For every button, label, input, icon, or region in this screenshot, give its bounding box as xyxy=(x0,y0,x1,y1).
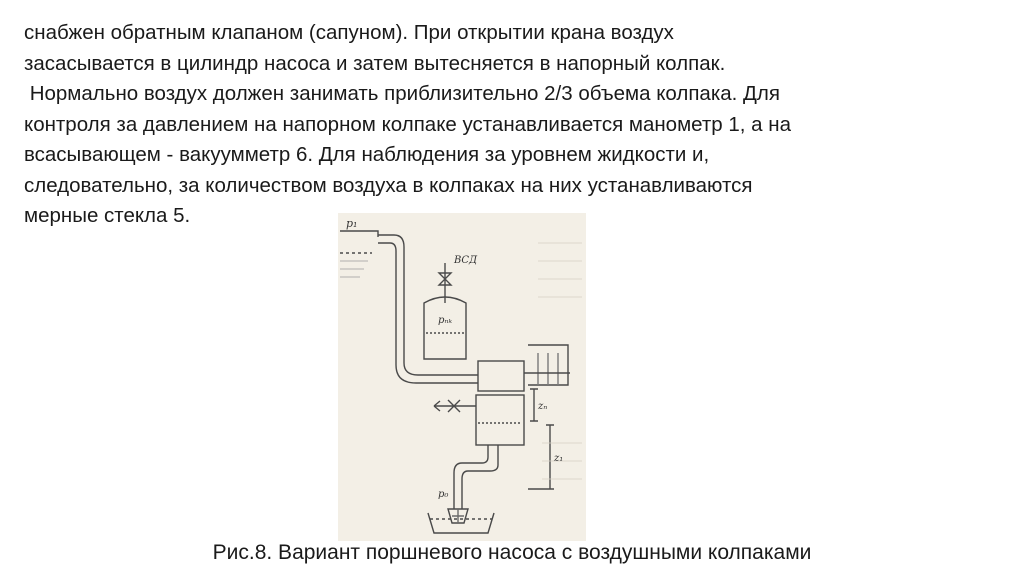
paragraph-line-1: снабжен обратным клапаном (сапуном). При открытии крана воздух xyxy=(24,21,674,44)
paragraph-line-4: контроля за давлением на напорном колпаке устанавливается манометр 1, а на xyxy=(24,112,791,136)
body-paragraph xyxy=(24,18,999,232)
label-vsd: ВСД xyxy=(454,255,478,266)
label-z1: z₁ xyxy=(554,453,564,464)
paragraph-line-2: засасывается в цилиндр насоса и затем вытесняется в напорный колпак. xyxy=(24,51,726,75)
paragraph-line-7: мерные стекла 5. xyxy=(24,204,191,227)
label-p1: p₁ xyxy=(346,217,358,230)
label-zn: zₙ xyxy=(538,401,548,412)
figure-caption: Рис.8. Вариант поршневого насоса с воздушными колпаками xyxy=(212,541,812,564)
paragraph-line-5: всасывающем - вакуумметр 6. Для наблюдения за уровнем жидкости и, xyxy=(24,143,710,166)
paragraph-line-3: Нормально воздух должен занимать приблизительно 2/3 объема колпака. Для xyxy=(24,82,780,105)
label-p0: p₀ xyxy=(438,489,449,500)
pump-diagram-figure xyxy=(338,213,586,541)
pump-diagram xyxy=(338,213,586,541)
paragraph-line-6: следовательно, за количеством воздуха в колпаках на них устанавливаются xyxy=(24,173,753,197)
label-pnk: pₙₖ xyxy=(438,315,453,326)
